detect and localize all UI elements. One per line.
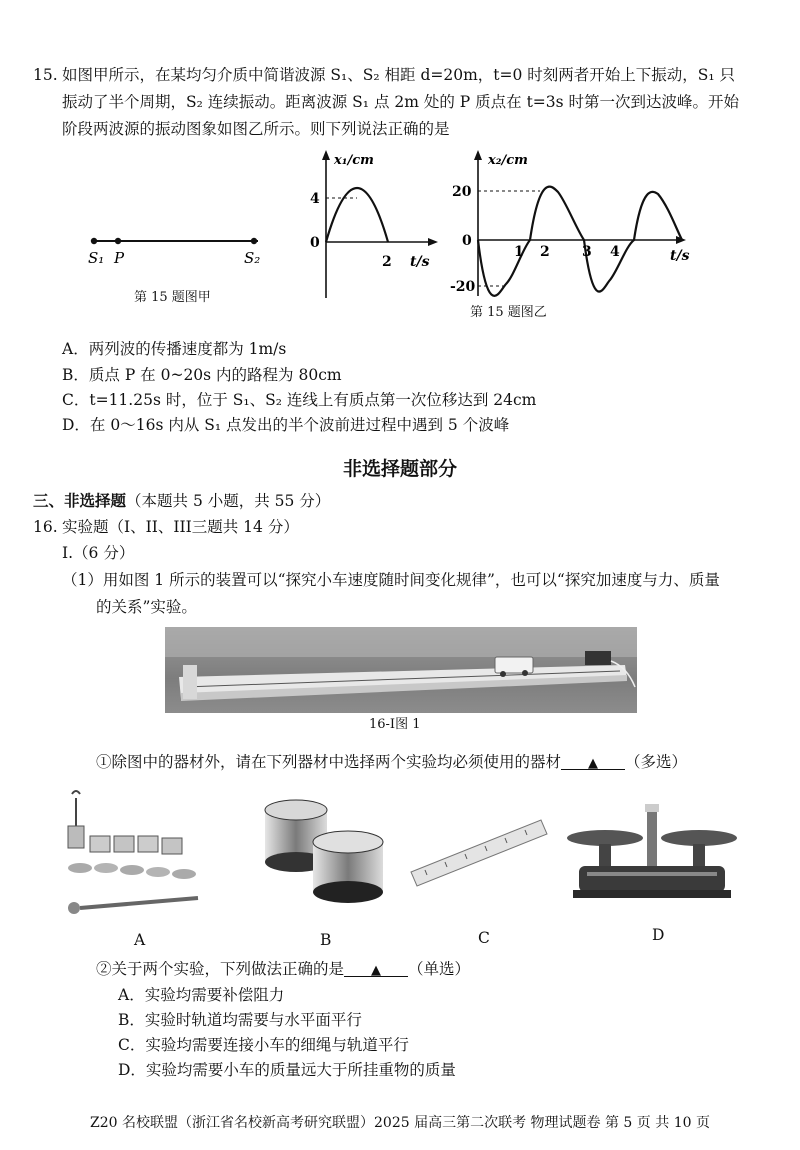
q16-item1-line2: 的关系”实验。 [96, 598, 197, 616]
x2-xlabel: t/s [670, 248, 690, 264]
part3-heading [33, 490, 330, 512]
x2-axis-label: x₂/cm [488, 153, 528, 168]
part3-desc: （本题共 5 小题，共 55 分） [126, 492, 331, 510]
q15-option-c: C．t=11.25s 时，位于 S₁、S₂ 连线上有质点第一次位移达到 24cm [62, 391, 537, 409]
fig-yi-caption: 第 15 题图乙 [470, 305, 547, 320]
q16-q1-text: ①除图中的器材外，请在下列器材中选择两个实验均必须使用的器材 [96, 753, 562, 771]
answer-mark: ▲ [588, 756, 599, 771]
answer-blank-1[interactable] [561, 751, 625, 770]
part3-label: 三、非选择题 [33, 492, 127, 510]
question-number: 15. [33, 66, 58, 84]
q16-q2-option-d: D．实验均需要小车的质量远大于所挂重物的质量 [118, 1061, 456, 1079]
fig1-caption: 16-I图 1 [369, 717, 421, 732]
s1-label: S₁ [88, 249, 105, 267]
section-title: 非选择题部分 [342, 458, 457, 480]
x2-tick-2: 2 [540, 244, 550, 260]
equip-label-a: A [134, 931, 146, 949]
page-footer: Z20 名校联盟（浙江省名校新高考研究联盟）2025 届高三第二次联考 物理试题卷 第 5 页 共 10 页 [90, 1115, 710, 1131]
x2-tick-20: 20 [452, 184, 472, 200]
x2-tick-3: 3 [582, 244, 592, 260]
p-dot [115, 238, 121, 244]
q16-q2 [96, 958, 470, 980]
s2-label: S₂ [244, 249, 261, 267]
q16-title: 实验题（I、II、III三题共 14 分） [62, 518, 299, 536]
fig-jia-caption: 第 15 题图甲 [134, 290, 211, 305]
ruler-image [405, 812, 550, 892]
track-apparatus-photo [165, 627, 637, 713]
q16-q1 [96, 751, 687, 773]
graph-x2 [448, 146, 698, 306]
question-number-16: 16. [33, 518, 58, 536]
q15-option-a: A．两列波的传播速度都为 1m/s [62, 340, 287, 358]
balance-scale-image [563, 800, 741, 910]
answer-blank-2[interactable] [344, 958, 408, 977]
q16-item1-line1: （1）用如图 1 所示的装置可以“探究小车速度随时间变化规律”，也可以“探究加速度与力、质量 [62, 571, 720, 589]
q16-q2-suffix: （单选） [408, 960, 471, 978]
q15-stem-line1: 如图甲所示，在某均匀介质中简谐波源 S₁、S₂ 相距 d=20m，t=0 时刻两者开始上下振动，S₁ 只 [62, 66, 736, 84]
equip-label-d: D [652, 926, 665, 944]
x1-xlabel: t/s [410, 254, 430, 270]
q15-option-d: D．在 0～16s 内从 S₁ 点发出的半个波前进过程中遇到 5 个波峰 [62, 416, 510, 434]
cart-wheel-icon [500, 671, 506, 677]
s1-dot [91, 238, 97, 244]
q15-stem-line2: 振动了半个周期，S₂ 连续振动。距离波源 S₁ 点 2m 处的 P 质点在 t=3s 时第一次到达波峰。开始 [62, 93, 740, 111]
x2-tick-1: 1 [514, 244, 524, 260]
q16-q2-option-b: B．实验时轨道均需要与水平面平行 [118, 1011, 362, 1029]
hook-weights-image [60, 788, 210, 923]
answer-mark: ▲ [371, 963, 382, 978]
q16-sub1: I.（6 分） [62, 544, 135, 562]
q16-q1-suffix: （多选） [625, 753, 688, 771]
x1-axis-label: x₁/cm [334, 153, 374, 168]
q16-q2-text: ②关于两个实验，下列做法正确的是 [96, 960, 345, 978]
p-label: P [114, 249, 125, 267]
equip-label-c: C [478, 929, 490, 947]
x2-origin: 0 [462, 233, 472, 249]
x1-tick-4: 4 [310, 191, 320, 207]
x2-tick-neg20: -20 [450, 279, 476, 295]
x1-half-sine [326, 188, 388, 242]
q16-q2-option-c: C．实验均需要连接小车的细绳与轨道平行 [118, 1036, 409, 1054]
s2-dot [251, 238, 257, 244]
q15-stem-line3: 阶段两波源的振动图象如图乙所示。则下列说法正确的是 [62, 120, 450, 138]
x2-tick-4: 4 [610, 244, 620, 260]
q15-option-b: B．质点 P 在 0~20s 内的路程为 80cm [62, 366, 342, 384]
x1-origin: 0 [310, 235, 320, 251]
q16-q2-option-a: A．实验均需要补偿阻力 [118, 986, 285, 1004]
equip-label-b: B [320, 931, 332, 949]
slotted-weights-image [255, 790, 400, 905]
x1-tick-2: 2 [382, 254, 392, 270]
graph-x1 [300, 146, 440, 306]
x2-sine [478, 187, 682, 296]
